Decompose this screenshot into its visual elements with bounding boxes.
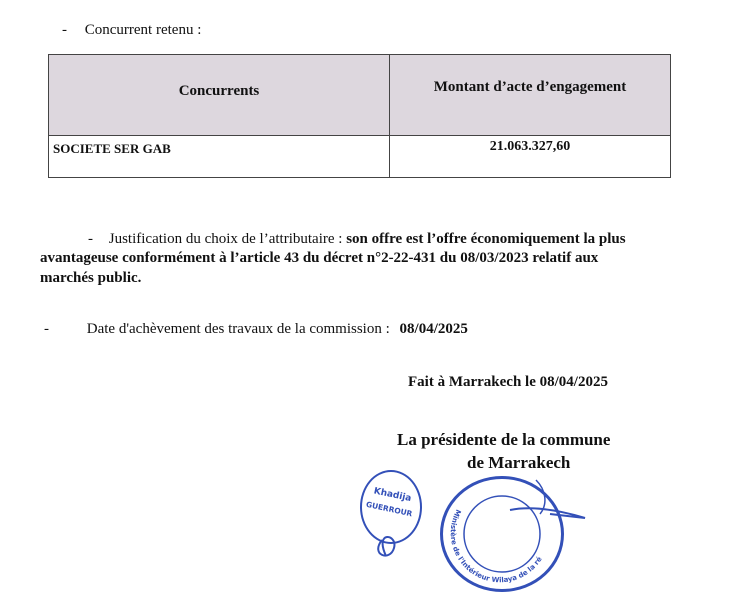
bullet: - [88,231,93,247]
completion-line [44,321,468,338]
place-date: Fait à Marrakech le 08/04/2025 [408,374,608,390]
signatory-title-1: La présidente de la commune [397,430,611,449]
justification-text-3: marchés public. [40,270,142,286]
completion-date: 08/04/2025 [399,321,468,337]
bid-table [48,54,671,178]
header-montant: Montant d’acte d’engagement [433,79,627,95]
bullet: - [62,22,67,38]
completion-label: Date d'achèvement des travaux de la commission : [86,321,390,337]
svg-text:Khadija: Khadija [372,486,413,505]
justification-text-2: avantageuse conformément à l’article 43 du décret n°2-22-431 du 08/03/2023 relatif aux [40,250,599,266]
cell-bid-amount: 21.063.327,60 [489,139,571,154]
cell-bidder-name: SOCIETE SER GAB [53,141,171,156]
official-seal [440,476,564,592]
intro-label: Concurrent retenu : [84,22,202,38]
svg-text:GUERROUR: GUERROUR [365,499,414,519]
header-concurrents: Concurrents [178,83,260,99]
justification-label: Justification du choix de l’attributaire : [108,231,343,247]
intro-line [62,22,201,39]
bullet: - [44,321,49,337]
signatory-title-2: de Marrakech [467,453,571,472]
svg-text:Ministère de l'Intérieur Wilay: Ministère de l'Intérieur Wilaya de la ré [448,508,544,585]
official-seal-graphic [443,479,561,589]
justification-line-1 [88,231,626,248]
justification-text-1: son offre est l’offre économiquement la plus [346,231,626,247]
column-divider [389,55,390,177]
